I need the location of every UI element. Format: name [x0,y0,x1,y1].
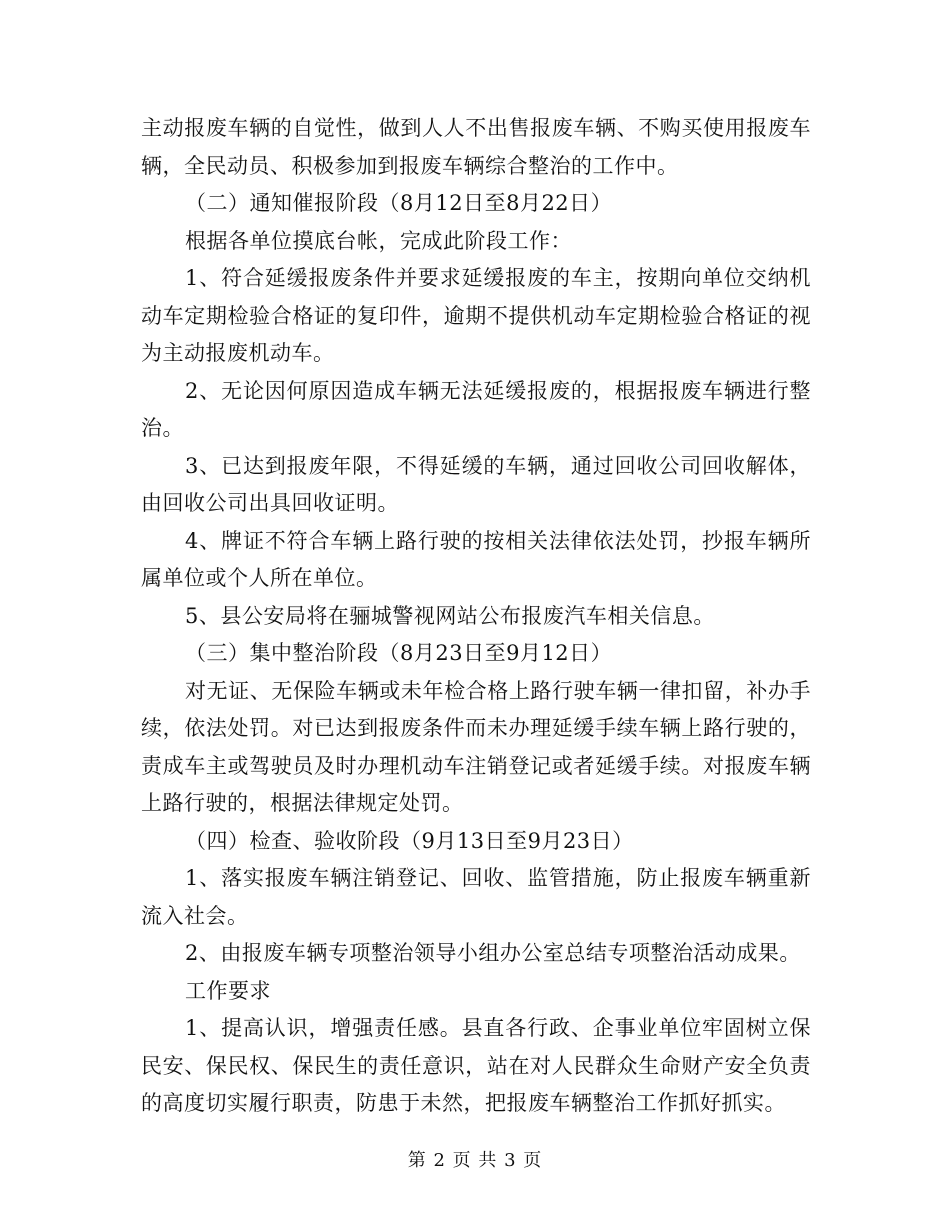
list-item-4: 4、牌证不符合车辆上路行驶的按相关法律依法处罚，抄报车辆所属单位或个人所在单位。 [141,528,811,590]
list-item-8: 1、提高认识，增强责任感。县直各行政、企事业单位牢固树立保民安、保民权、保民生的责任意识，站在对人民群众生命财产安全负责的高度切实履行职责，防患于未然，把报废车辆整治工作抓好抓实。 [141,1016,811,1115]
list-item-7: 2、由报废车辆专项整治领导小组办公室总结专项整治活动成果。 [185,941,801,965]
list-item-2: 2、无论因何原因造成车辆无法延缓报废的，根据报废车辆进行整治。 [141,378,811,440]
section-heading-requirements: 工作要求 [185,978,271,1003]
section-heading-3: （三）集中整治阶段（8月23日至9月12日） [185,641,613,665]
list-item-5: 5、县公安局将在骊城警视网站公布报废汽车相关信息。 [185,603,715,628]
section-heading-4: （四）检查、验收阶段（9月13日至9月23日） [185,828,634,853]
paragraph-1: 主动报废车辆的自觉性，做到人人不出售报废车辆、不购买使用报废车辆，全民动员、积极参加到报废车辆综合整治的工作中。 [141,116,811,178]
list-item-3: 3、已达到报废年限，不得延缓的车辆，通过回收公司回收解体，由回收公司出具回收证明。 [141,453,811,515]
list-item-6: 1、落实报废车辆注销登记、回收、监管措施，防止报废车辆重新流入社会。 [141,866,811,928]
list-item-1: 1、符合延缓报废条件并要求延缓报废的车主，按期向单位交纳机动车定期检验合格证的复印件，逾期不提供机动车定期检验合格证的视为主动报废机动车。 [141,266,811,365]
paragraph-10: 对无证、无保险车辆或未年检合格上路行驶车辆一律扣留，补办手续，依法处罚。对已达到报废条件而未办理延缓手续车辆上路行驶的，责成车主或驾驶员及时办理机动车注销登记或者延缓手续。对报废车辆上路行驶的，根据法律规定处罚。 [141,678,811,815]
document-body [141,110,811,1123]
section-heading-2: （二）通知催报阶段（8月12日至8月22日） [185,191,613,215]
paragraph-3: 根据各单位摸底台帐，完成此阶段工作： [185,228,572,253]
page-number-footer: 第 2 页 共 3 页 [407,1150,543,1171]
